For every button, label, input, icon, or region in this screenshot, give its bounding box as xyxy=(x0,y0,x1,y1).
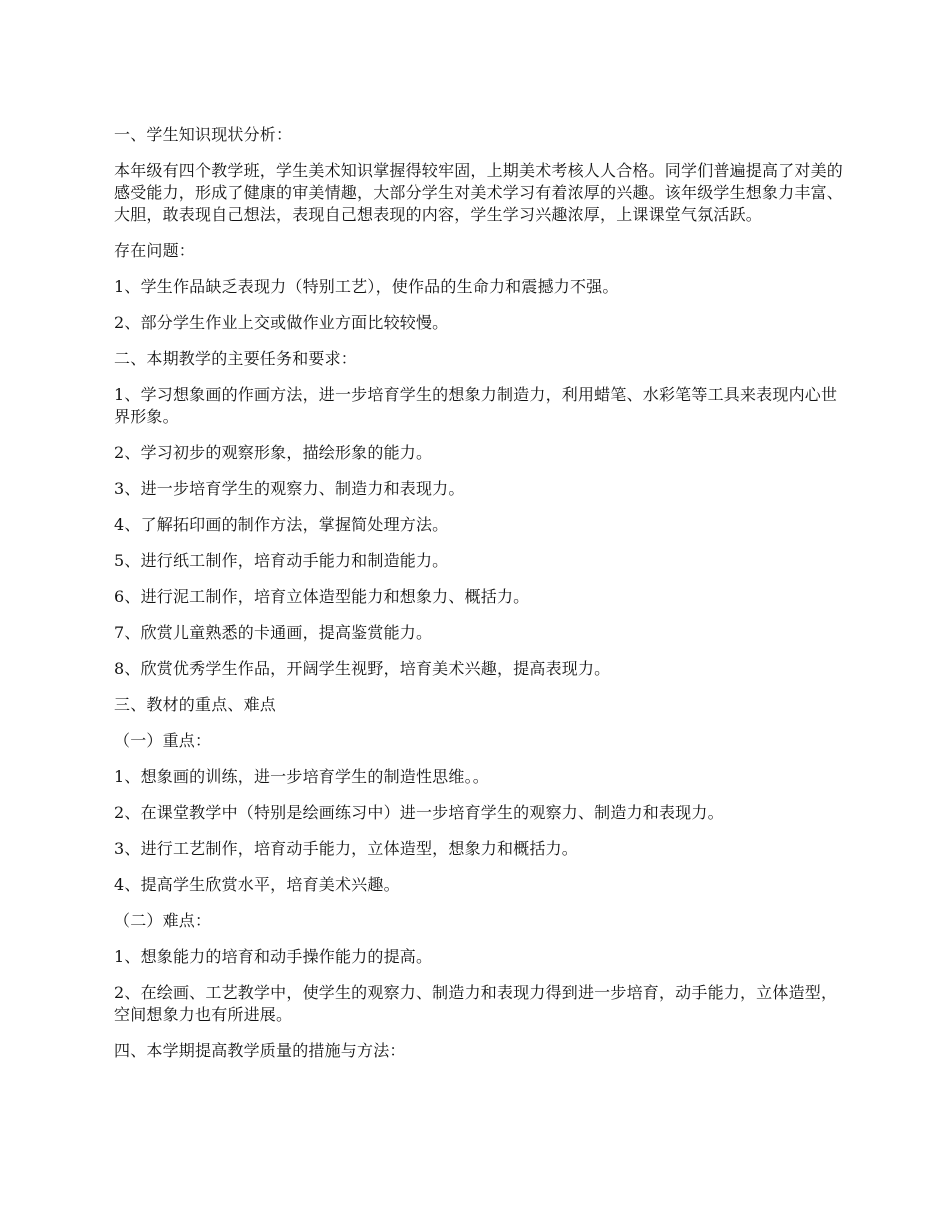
task-item-3: 3、进一步培育学生的观察力、制造力和表现力。 xyxy=(114,479,465,498)
section-heading-4: 四、本学期提高教学质量的措施与方法： xyxy=(114,1041,406,1060)
focus-item-1: 1、想象画的训练，进一步培育学生的制造性思维。。 xyxy=(114,767,489,786)
difficulty-heading: （二）难点： xyxy=(114,911,212,930)
difficulty-item-1: 1、想象能力的培育和动手操作能力的提高。 xyxy=(114,947,433,966)
section-heading-1: 一、学生知识现状分析： xyxy=(114,125,293,144)
focus-item-2: 2、在课堂教学中（特别是绘画练习中）进一步培育学生的观察力、制造力和表现力。 xyxy=(114,803,724,822)
problems-heading: 存在问题： xyxy=(114,241,196,260)
task-item-6: 6、进行泥工制作，培育立体造型能力和想象力、概括力。 xyxy=(114,587,530,606)
focus-item-4: 4、提高学生欣赏水平，培育美术兴趣。 xyxy=(114,875,400,894)
task-item-5: 5、进行纸工制作，培育动手能力和制造能力。 xyxy=(114,551,449,570)
document-body xyxy=(114,124,844,1076)
task-item-2: 2、学习初步的观察形象，描绘形象的能力。 xyxy=(114,443,433,462)
section-heading-2: 二、本期教学的主要任务和要求： xyxy=(114,349,358,368)
task-item-8: 8、欣赏优秀学生作品，开阔学生视野，培育美术兴趣，提高表现力。 xyxy=(114,659,611,678)
task-item-4: 4、了解拓印画的制作方法，掌握简处理方法。 xyxy=(114,515,449,534)
task-item-7: 7、欣赏儿童熟悉的卡通画，提高鉴赏能力。 xyxy=(114,623,433,642)
focus-heading: （一）重点： xyxy=(114,731,212,750)
analysis-paragraph: 本年级有四个教学班，学生美术知识掌握得较牢固，上期美术考核人人合格。同学们普遍提高了对美的感受能力，形成了健康的审美情趣，大部分学生对美术学习有着浓厚的兴趣。该年级学生想象力丰富、大胆，敢表现自己想法，表现自己想表现的内容，学生学习兴趣浓厚，上课课堂气氛活跃。 xyxy=(114,161,844,224)
section-heading-3: 三、教材的重点、难点 xyxy=(114,695,277,714)
problem-item-1: 1、学生作品缺乏表现力（特别工艺），使作品的生命力和震撼力不强。 xyxy=(114,277,619,296)
task-item-1: 1、学习想象画的作画方法，进一步培育学生的想象力制造力，利用蜡笔、水彩笔等工具来表现内心世界形象。 xyxy=(114,385,838,426)
problem-item-2: 2、部分学生作业上交或做作业方面比较较慢。 xyxy=(114,313,449,332)
focus-item-3: 3、进行工艺制作，培育动手能力，立体造型，想象力和概括力。 xyxy=(114,839,578,858)
difficulty-item-2: 2、在绘画、工艺教学中，使学生的观察力、制造力和表现力得到进一步培育，动手能力，立体造型，空间想象力也有所进展。 xyxy=(114,983,838,1024)
